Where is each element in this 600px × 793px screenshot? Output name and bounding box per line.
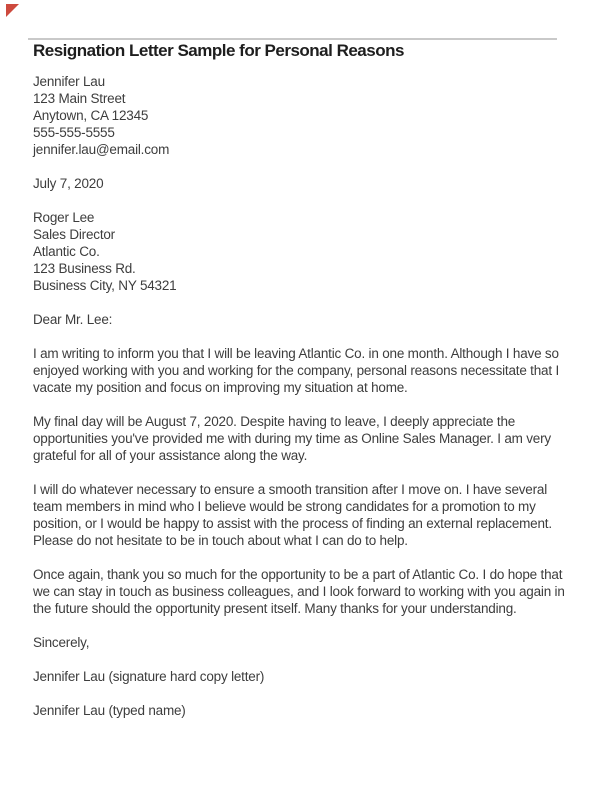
letter-date: July 7, 2020 (33, 176, 104, 191)
recipient-city: Business City, NY 54321 (33, 278, 177, 293)
signature-line: Jennifer Lau (signature hard copy letter) (33, 669, 265, 684)
top-divider (28, 38, 557, 40)
recipient-street: 123 Business Rd. (33, 261, 136, 276)
sender-city: Anytown, CA 12345 (33, 108, 149, 123)
corner-flag-icon (6, 4, 19, 17)
recipient-name: Roger Lee (33, 210, 95, 225)
sender-phone: 555-555-5555 (33, 125, 115, 140)
body-paragraph-2: My final day will be August 7, 2020. Despite having to leave, I deeply appreciate the opportunities you've provided me with during my time as Online Sales Manager. I am very grateful for all of your assistance along the way. (33, 414, 551, 463)
recipient-company: Atlantic Co. (33, 244, 100, 259)
recipient-title: Sales Director (33, 227, 115, 242)
recipient-block (33, 209, 565, 294)
sender-name: Jennifer Lau (33, 74, 105, 89)
letter-title: Resignation Letter Sample for Personal Reasons (33, 41, 404, 60)
sender-street: 123 Main Street (33, 91, 126, 106)
typed-name-line: Jennifer Lau (typed name) (33, 703, 186, 718)
body-paragraph-4: Once again, thank you so much for the opportunity to be a part of Atlantic Co. I do hope that we can stay in touch as business colleagues, and I look forward to working with you again in the future should the opportunity present itself. Many thanks for your understanding. (33, 567, 565, 616)
sender-email: jennifer.lau@email.com (33, 142, 170, 157)
salutation: Dear Mr. Lee: (33, 312, 113, 327)
body-paragraph-1: I am writing to inform you that I will be leaving Atlantic Co. in one month. Although I have so enjoyed working with you and working for the company, personal reasons necessitate that I vacate my position and focus on improving my situation at home. (33, 346, 560, 395)
closing: Sincerely, (33, 635, 90, 650)
sender-block (33, 73, 565, 158)
body-paragraph-3: I will do whatever necessary to ensure a smooth transition after I move on. I have several team members in mind who I believe would be strong candidates for a promotion to my position, or I would be happy to assist with the process of finding an external replacement. Please do not hesitate to be in touch about what I can do to help. (33, 482, 552, 548)
